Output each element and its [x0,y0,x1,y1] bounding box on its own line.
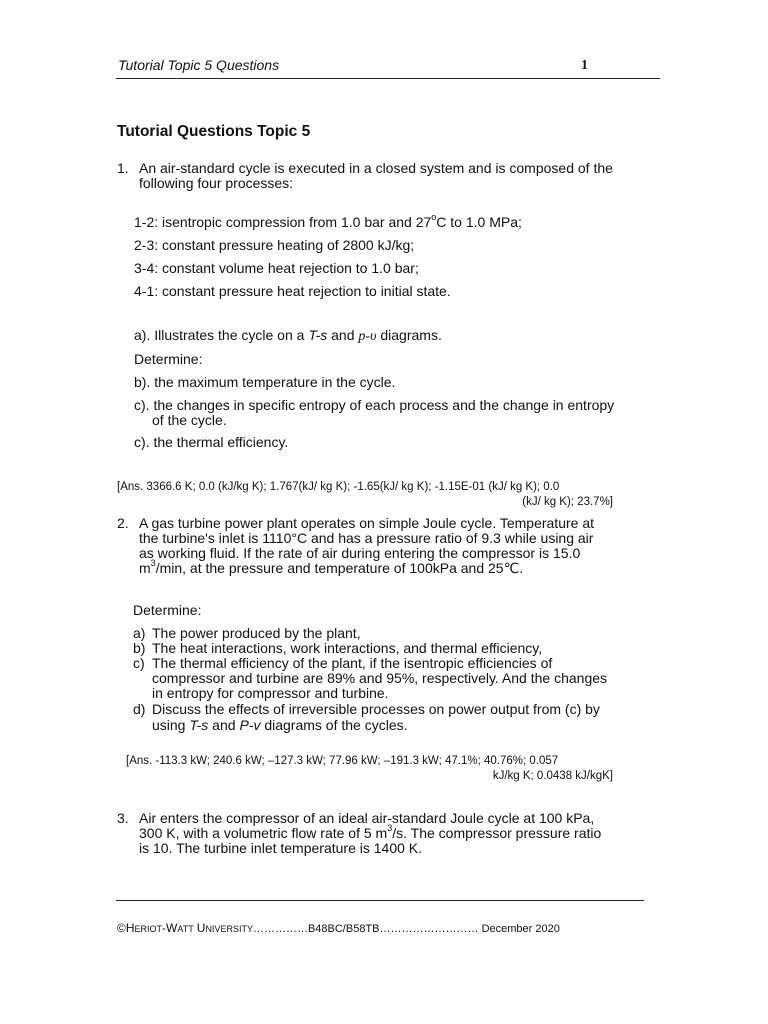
q2-answer-line1: [Ans. -113.3 kW; 240.6 kW; –127.3 kW; 77.96 kW; –191.3 kW; 47.1%; 40.76%; 0.057 [126,755,559,767]
q1-answer-line1: [Ans. 3366.6 K; 0.0 (kJ/kg K); 1.767(kJ/ kg K); -1.65(kJ/ kg K); -1.15E-01 (kJ/ kg K); 0.0 [117,481,560,493]
q1-process-2: 2-3: constant pressure heating of 2800 kJ/kg; [134,237,415,253]
q2-determine: Determine: [133,602,202,618]
header-title: Tutorial Topic 5 Questions [118,57,280,73]
q1-number: 1. [117,160,129,176]
q2-item-c-line3: in entropy for compressor and turbine. [152,685,389,701]
q2-item-a: The power produced by the plant, [152,625,361,641]
q2-item-d-line2: using T-s and P-v diagrams of the cycles. [152,717,408,733]
q3-line3: is 10. The turbine inlet temperature is 1400 K. [139,840,423,856]
q1-intro-line1: An air-standard cycle is executed in a closed system and is composed of the [139,160,613,176]
q2-number: 2. [117,515,129,531]
q2-item-c-line2: compressor and turbine are 89% and 95%, respectively. And the changes [152,670,608,686]
q2-item-c-label: c) [133,655,145,671]
q1-process-4: 4-1: constant pressure heat rejection to initial state. [134,283,451,299]
q1-part-b: b). the maximum temperature in the cycle. [134,374,396,390]
q2-line2: the turbine's inlet is 1110°C and has a pressure ratio of 9.3 while using air [139,530,594,546]
footer-date: December 2020 [481,923,560,935]
q2-item-a-label: a) [133,625,146,641]
q2-item-d-label: d) [133,701,146,717]
footer-dots-2: ……………………… [379,923,479,935]
q1-process-3: 3-4: constant volume heat rejection to 1.0 bar; [134,260,419,276]
footer: ©HERIOT-WATT UNIVERSITY……………B48BC/B58TB……………………… December 2020 [117,921,560,935]
q3-line1: Air enters the compressor of an ideal air-standard Joule cycle at 100 kPa, [139,810,595,826]
q2-line3: as working fluid. If the rate of air during entering the compressor is 15.0 [139,545,581,561]
q1-intro-line2: following four processes: [139,175,294,191]
q2-item-b-label: b) [133,640,146,656]
q2-item-c-line1: The thermal efficiency of the plant, if the isentropic efficiencies of [152,655,553,671]
q2-line1: A gas turbine power plant operates on simple Joule cycle. Temperature at [139,515,594,531]
q1-part-a: a). Illustrates the cycle on a T-s and p-υ diagrams. [134,327,442,344]
q2-answer-line2: kJ/kg K; 0.0438 kJ/kgK] [492,770,613,782]
footer-divider [116,900,644,901]
page-number: 1 [581,58,588,73]
q1-answer-line2: (kJ/ kg K); 23.7%] [522,496,613,508]
document-title: Tutorial Questions Topic 5 [117,123,311,140]
header-divider [116,78,660,79]
q2-item-b: The heat interactions, work interactions, and thermal efficiency, [152,640,543,656]
q1-part-c2: c). the thermal efficiency. [134,434,289,450]
q3-number: 3. [117,810,129,826]
footer-dots-1: …………… [252,923,308,935]
q1-determine: Determine: [134,351,203,367]
copyright-symbol: © [117,921,126,935]
q2-line4: $m^3/\min$, at the pressure and temperature of 100kPa and 25℃. [139,558,524,576]
q1-process-1: 1-2: isentropic compression from 1.0 bar and 27$^o$C to 1.0 MPa; [134,212,522,230]
q1-part-c1-line1: c). the changes in specific entropy of each process and the change in entropy [134,397,615,413]
q3-line2: 300 K, with a volumetric flow rate of 5 $m^3/s$. The compressor pressure ratio [139,823,602,841]
q1-part-c1-line2: of the cycle. [152,412,227,428]
footer-course: B48BC/B58TB [307,923,380,935]
q2-item-d-line1: Discuss the effects of irreversible processes on power output from (c) by [152,701,600,717]
